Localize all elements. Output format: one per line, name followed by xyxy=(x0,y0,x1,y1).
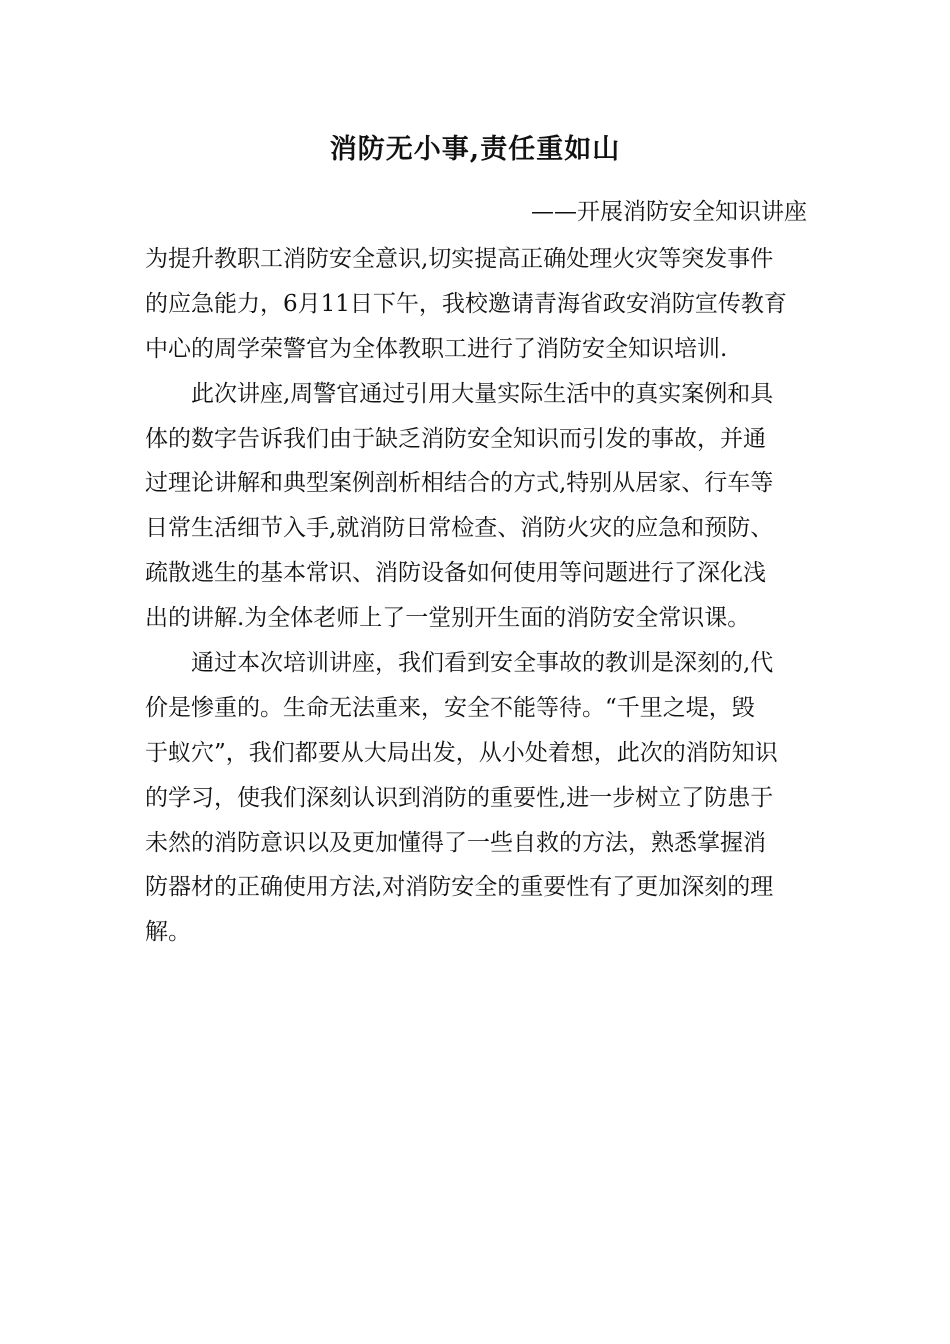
paragraph-3-line-3: 于蚁穴”，我们都要从大局出发，从小处着想，此次的消防知识 xyxy=(145,739,778,766)
paragraph-3-line-4: 的学习，使我们深刻认识到消防的重要性,进一步树立了防患于 xyxy=(145,784,774,811)
paragraph-1-line-1: 为提升教职工消防安全意识,切实提高正确处理火灾等突发事件 xyxy=(145,246,774,272)
paragraph-3-line-6: 防器材的正确使用方法,对消防安全的重要性有了更加深刻的理 xyxy=(145,874,774,901)
paragraph-3-line-1: 通过本次培训讲座，我们看到安全事故的教训是深刻的,代 xyxy=(191,650,774,677)
paragraph-3-line-7: 解。 xyxy=(145,919,191,946)
paragraph-2-line-1: 此次讲座,周警官通过引用大量实际生活中的真实案例和具 xyxy=(191,380,774,407)
paragraph-3-line-2: 价是惨重的。生命无法重来，安全不能等待。“千里之堤，毁 xyxy=(145,694,755,721)
document-body xyxy=(145,237,813,955)
paragraph-2-line-5: 疏散逃生的基本常识、消防设备如何使用等问题进行了深化浅 xyxy=(145,560,766,587)
document-title: 消防无小事,责任重如山 xyxy=(329,134,621,165)
paragraph-1-line-3: 中心的周学荣警官为全体教职工进行了消防安全知识培训. xyxy=(145,335,728,362)
paragraph-2-line-4: 日常生活细节入手,就消防日常检查、消防火灾的应急和预防、 xyxy=(145,515,774,542)
paragraph-2-line-6: 出的讲解.为全体老师上了一堂别开生面的消防安全常识课。 xyxy=(145,605,751,632)
paragraph-2-line-2: 体的数字告诉我们由于缺乏消防安全知识而引发的事故，并通 xyxy=(145,425,766,452)
paragraph-3-line-5: 未然的消防意识以及更加懂得了一些自救的方法，熟悉掌握消 xyxy=(145,829,766,856)
paragraph-2-line-3: 过理论讲解和典型案例剖析相结合的方式,特别从居家、行车等 xyxy=(145,470,774,497)
document-subtitle: ——开展消防安全知识讲座 xyxy=(531,199,807,225)
paragraph-1-line-2: 的应急能力，6月11日下午，我校邀请青海省政安消防宣传教育 xyxy=(145,290,787,317)
